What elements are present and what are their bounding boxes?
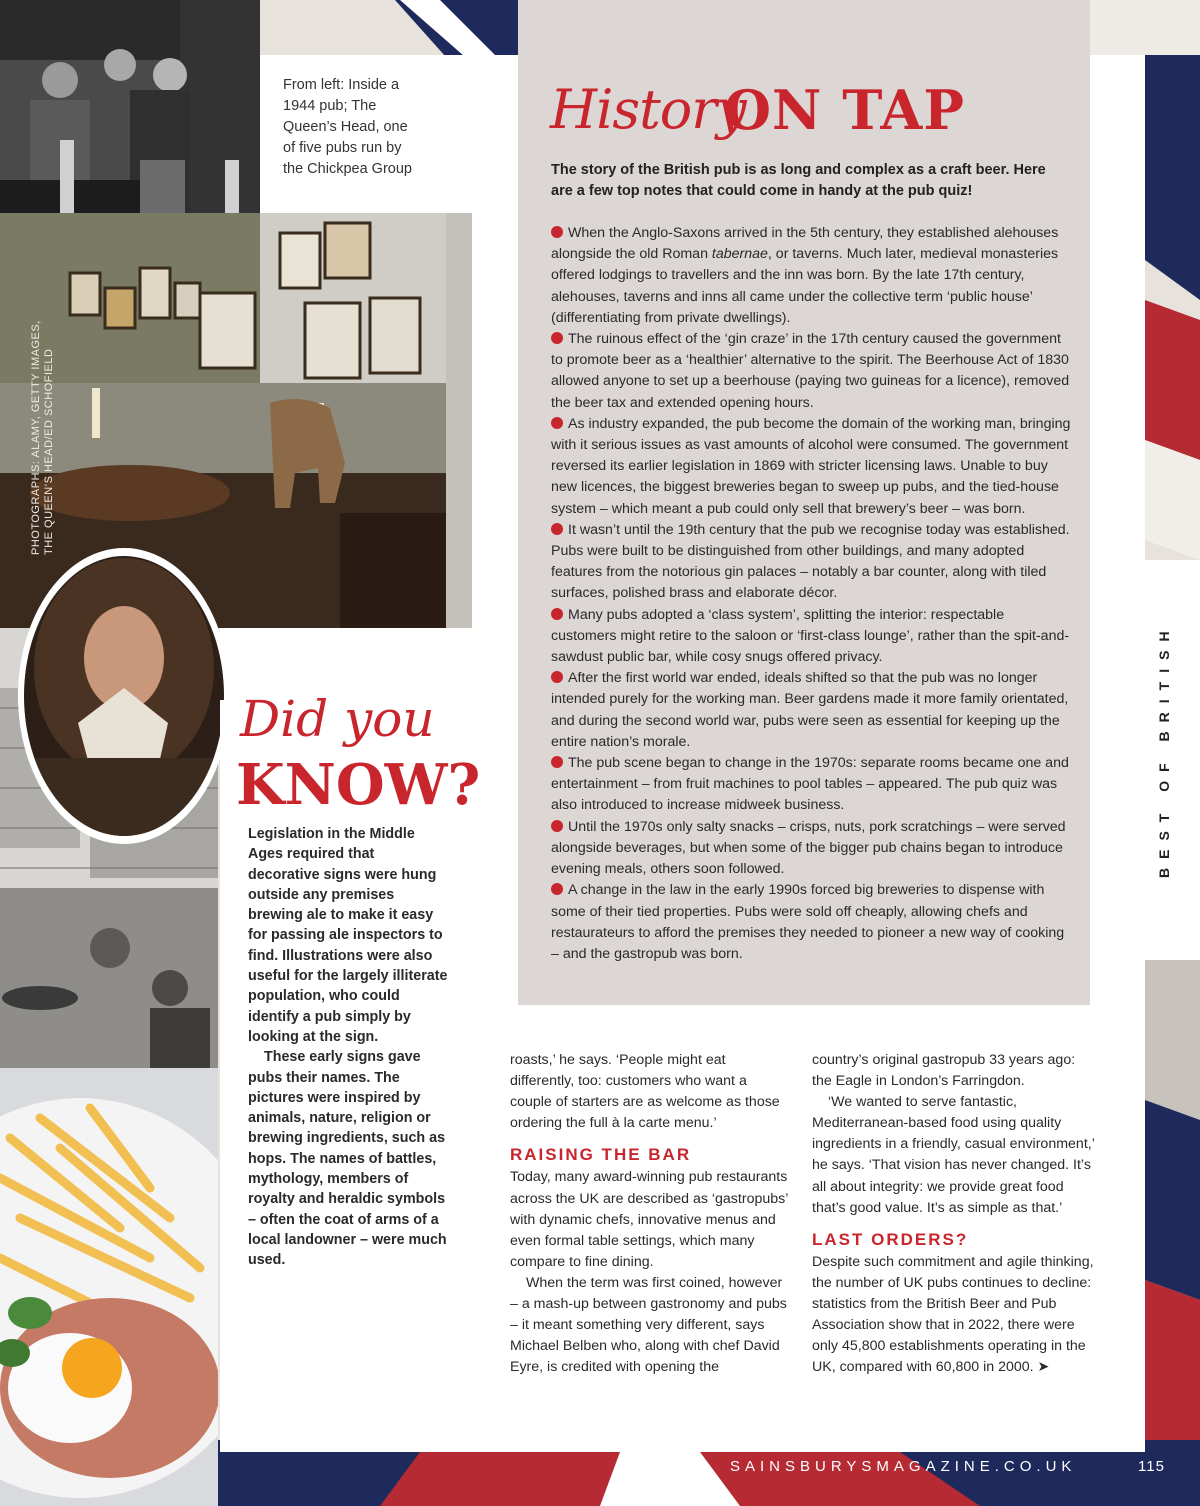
bullet-dot-icon bbox=[551, 523, 563, 535]
facts-list bbox=[551, 223, 1071, 965]
title-script: History bbox=[550, 78, 746, 141]
fact-item: The pub scene began to change in the 1970s: separate rooms became one and entertainment – from fruit machines to pool tables – appeared. The pub quiz was also introduced to increase midweek business. bbox=[551, 755, 1069, 814]
bullet-dot-icon bbox=[551, 671, 563, 683]
bullet-dot-icon bbox=[551, 608, 563, 620]
did-you-know-script: Did you bbox=[240, 690, 435, 748]
did-you-know-paragraph: These early signs gave pubs their names. The pictures were inspired by animals, nature, religion or brewing ingredients, such as hops. The names of battles, mythology, members of royalty and heraldic symbols – often the coat of arms of a local landowner – were much used. bbox=[248, 1049, 447, 1269]
did-you-know-caps: KNOW? bbox=[236, 752, 481, 818]
fact-item: Many pubs adopted a ‘class system’, splitting the interior: respectable customers might retire to the saloon or ‘first-class lounge’, rather than the spit-and-sawdust public bar, while cosy snugs offered privacy. bbox=[551, 606, 1070, 666]
article-paragraph: When the term was first coined, however – a mash-up between gastronomy and pubs – it meant something very different, says Michael Belben who, along with chef David Eyre, is credited with opening the bbox=[510, 1274, 787, 1376]
article-paragraph: country’s original gastropub 33 years ago: the Eagle in London’s Farringdon. bbox=[812, 1052, 1076, 1090]
fact-item: After the first world war ended, ideals shifted so that the pub was no longer intended purely for the working man. Beer gardens made it more family orientated, and during the second world war, pubs were seen as essential for keeping up the entire nation’s morale. bbox=[551, 670, 1069, 750]
page-number: 115 bbox=[1138, 1458, 1165, 1475]
subhead-raising-the-bar: RAISING THE BAR bbox=[510, 1145, 692, 1165]
section-label: BEST OF BRITISH bbox=[1156, 622, 1172, 878]
photo-caption: From left: Inside a 1944 pub; The Queen’s Head, one of five pubs run by the Chickpea Group bbox=[283, 77, 412, 177]
article-paragraph: Today, many award-winning pub restaurants across the UK are described as ‘gastropubs’ with dynamic chefs, innovative menus and even formal table settings, which many compare to fine dining. bbox=[510, 1169, 788, 1270]
bullet-dot-icon bbox=[551, 332, 563, 344]
bullet-dot-icon bbox=[551, 417, 563, 429]
photo-credit: PHOTOGRAPHS: ALAMY, GETTY IMAGES, THE QUEEN’S HEAD/ED SCHOFIELD bbox=[30, 320, 55, 555]
subhead-last-orders: LAST ORDERS? bbox=[812, 1229, 969, 1249]
bullet-dot-icon bbox=[551, 883, 563, 895]
article-column-2 bbox=[812, 1050, 1097, 1378]
bullet-dot-icon bbox=[551, 226, 563, 238]
article-paragraph: roasts,’ he says. ‘People might eat differently, too: customers who want a couple of starters are as welcome as those ordering the full à la carte menu.’ bbox=[510, 1052, 780, 1132]
portrait-oval bbox=[18, 548, 230, 844]
fact-item: A change in the law in the early 1990s forced big breweries to dispense with some of their tied properties. Pubs were sold off cheaply, allowing chefs and restaurateurs to afford the premises they needed to pioneer a new way of cooking – and the gastropub was born. bbox=[551, 882, 1065, 962]
article-paragraph: ‘We wanted to serve fantastic, Mediterranean-based food using quality ingredients in a friendly, casual environment,’ he says. ‘That vision has never changed. It’s all about integrity: we provide great food that’s good value. It’s as simple as that.’ bbox=[812, 1094, 1095, 1216]
did-you-know-paragraph: Legislation in the Middle Ages required that decorative signs were hung outside any premises brewing ale to make it easy for passing ale inspectors to find. Illustrations were also useful for the largely illiterate population, who could identify a pub simply by looking at the sign. bbox=[248, 826, 448, 1045]
article-paragraph: Despite such commitment and agile thinking, the number of UK pubs continues to decline: statistics from the British Beer and Pub Association show that in 2022, there were only 45,800 establishments operating in the UK, compared with 60,800 in 2000. ➤ bbox=[812, 1253, 1094, 1376]
fact-item: Until the 1970s only salty snacks – crisps, nuts, pork scratchings – were served alongside beverages, but when some of the bigger pub chains began to introduce evening meals, others soon followed. bbox=[551, 818, 1066, 878]
fact-item: The ruinous effect of the ‘gin craze’ in the 17th century caused the government to promote beer as a ‘healthier’ alternative to the spirit. The Beerhouse Act of 1830 allowed anyone to set up a beerhouse (paying two guineas for a licence), removed the beer tax and extended opening hours. bbox=[551, 331, 1070, 411]
fact-item: When the Anglo-Saxons arrived in the 5th century, they established alehouses alongside the old Roman tabernae, or taverns. Much later, medieval monasteries offered lodgings to travellers and the inn was born. By the late 17th century, alehouses, taverns and inns all came under the collective term ‘public house’ (differentiating from private dwellings). bbox=[551, 225, 1059, 326]
fact-item: It wasn’t until the 19th century that the pub we recognise today was established. Pubs were built to be distinguished from other buildings, and many adopted features from the notorious gin palaces – notably a bar counter, along with tiled surfaces, polished brass and elaborate décor. bbox=[551, 521, 1070, 602]
photo-ham-egg-chips bbox=[0, 1068, 218, 1506]
bullet-dot-icon bbox=[551, 820, 563, 832]
intro-text: The story of the British pub is as long and complex as a craft beer. Here are a few top notes that could come in handy at the pub quiz! bbox=[551, 162, 1046, 199]
did-you-know-body bbox=[248, 824, 448, 1271]
title-caps: ON TAP bbox=[724, 78, 965, 142]
footer-website: SAINSBURYSMAGAZINE.CO.UK bbox=[730, 1458, 1077, 1475]
article-column-1 bbox=[510, 1050, 790, 1378]
bullet-dot-icon bbox=[551, 756, 563, 768]
fact-item: As industry expanded, the pub become the domain of the working man, bringing with it serious issues as vast amounts of alcohol were consumed. The government reversed its earlier legislation in 1869 with stricter licensing laws. Unable to buy new licences, the biggest breweries began to sweep up pubs, and the tied-house system – which meant a pub could only sell that brewery’s beer – was born. bbox=[551, 415, 1071, 517]
